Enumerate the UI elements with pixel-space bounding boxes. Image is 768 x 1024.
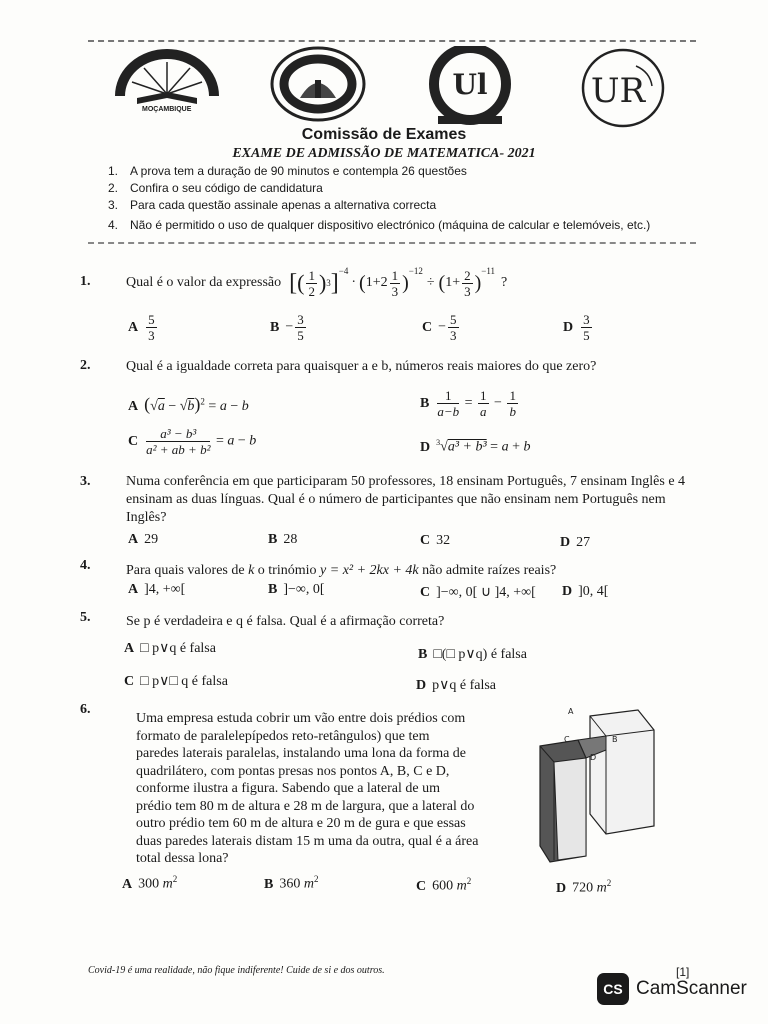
option-b[interactable]: B ]−∞, 0[ bbox=[268, 582, 325, 597]
option-b[interactable]: B 28 bbox=[268, 532, 298, 547]
footer-note: Covid-19 é uma realidade, não fique indiferente! Cuide de si e dos outros. bbox=[88, 965, 385, 976]
camscanner-icon: CS bbox=[597, 973, 629, 1005]
question-6-text: Uma empresa estuda cobrir um vão entre dois prédios com formato de paralelepípedos reto-retângulos) que tem paredes laterais paralelas, instalando uma lona da forma de quadrilátero, com pontas presas nos pontos A, B, C e D, conforme ilustra a figura. Sabendo que a lateral de um prédio tem 80 m de altura e 28 m de largura, que a lateral do outro prédio tem 60 m de altura e 20 m de gura e que essas duas paredes laterais distam 15 m uma da outra, qual é a área total dessa lona? bbox=[136, 711, 479, 866]
fraction: $\frac{2}{3}$ bbox=[464, 267, 471, 299]
svg-text:A: A bbox=[568, 707, 574, 716]
rule-item: 4. Não é permitido o uso de qualquer dispositivo electrónico (máquina de calcular e telemóveis, etc.) bbox=[108, 218, 651, 232]
unilicungo-logo bbox=[424, 46, 516, 131]
question-2-text: Qual é a igualdade correta para quaisquer a e b, números reais maiores do que zero? bbox=[126, 359, 597, 374]
option-a[interactable]: A 29 bbox=[128, 532, 159, 547]
svg-text:C: C bbox=[564, 735, 570, 744]
question-1: Qual é o valor da expressão [ ( $\frac{1}{2}$ ) 3 ] $^{-4}$ · ( 1+2 $\frac{1}{3}$ ) $^{-12}$ ÷ ( 1+ $\frac{2}{3}$ ) $^{-11}$ ? bbox=[126, 266, 508, 299]
unirovuma-logo bbox=[580, 46, 666, 133]
option-d[interactable]: D $\frac{3}{5}$ bbox=[563, 312, 590, 343]
question-5-text: Se p é verdadeira e q é falsa. Qual é a afirmação correta? bbox=[126, 614, 445, 629]
option-c[interactable]: C 32 bbox=[420, 533, 451, 548]
svg-text:Ul: Ul bbox=[452, 68, 488, 101]
question-number: 4. bbox=[80, 558, 91, 573]
option-d[interactable]: D $^3$√a³ + b³ = a + b bbox=[420, 438, 531, 455]
question-number: 1. bbox=[80, 274, 91, 289]
option-a[interactable]: A ]4, +∞[ bbox=[128, 582, 186, 597]
option-a[interactable]: A □ p∨q é falsa bbox=[124, 641, 216, 656]
question-number: 5. bbox=[80, 610, 91, 625]
up-logo-caption: MOÇAMBIQUE bbox=[142, 106, 192, 113]
option-c[interactable]: C □ p∨□ q é falsa bbox=[124, 674, 228, 689]
option-a[interactable]: A $\frac{5}{3}$ bbox=[128, 312, 155, 343]
option-d[interactable]: D 720 $m^2$ bbox=[556, 878, 612, 896]
rule-item: 1. A prova tem a duração de 90 minutos e contempla 26 questões bbox=[108, 164, 467, 178]
camscanner-watermark: CamScanner bbox=[636, 978, 747, 999]
rule-item: 3. Para cada questão assinale apenas a alternativa correcta bbox=[108, 198, 437, 212]
page-number: [1] bbox=[676, 965, 690, 979]
question-3-text: Numa conferência em que participaram 50 professores, 18 ensinam Português, 7 ensinam Inglês e 4 ensinam as duas línguas. Qual é o número de participantes que não ensinam nem Português nem Inglês? bbox=[126, 474, 686, 525]
svg-text:D: D bbox=[590, 753, 597, 762]
fraction: $\frac{1}{3}$ bbox=[391, 267, 399, 299]
option-b[interactable]: B 360 $m^2$ bbox=[264, 874, 319, 892]
unipungue-logo bbox=[270, 46, 366, 127]
question-number: 3. bbox=[80, 474, 91, 489]
commission-title: Comissão de Exames bbox=[301, 126, 467, 143]
svg-text:UR: UR bbox=[590, 71, 646, 111]
option-c[interactable]: C $\frac{\text{a³ − b³}}{\text{a² + ab + b²}}$ = a − b bbox=[128, 426, 257, 457]
option-a[interactable]: A $(√a - √b)^2 = a - b$ bbox=[128, 394, 249, 414]
option-c[interactable]: C ]−∞, 0[ ∪ ]4, +∞[ bbox=[420, 585, 536, 600]
fraction: $\frac{1}{2}$ bbox=[308, 267, 315, 299]
option-c[interactable]: C − $\frac{5}{3}$ bbox=[422, 312, 457, 343]
option-d[interactable]: D 27 bbox=[560, 535, 591, 550]
option-d[interactable]: D ]0, 4[ bbox=[562, 584, 609, 599]
option-b[interactable]: B $\frac{1}{a-b}$ = $\frac{1}{a}$ − $\frac{1}{b}$ bbox=[420, 388, 516, 419]
svg-text:B: B bbox=[612, 735, 618, 744]
option-c[interactable]: C 600 $m^2$ bbox=[416, 876, 472, 894]
question-number: 2. bbox=[80, 358, 91, 373]
question-number: 6. bbox=[80, 702, 91, 717]
question-1-text: Qual é o valor da expressão bbox=[126, 275, 282, 290]
option-a[interactable]: A 300 $m^2$ bbox=[122, 874, 178, 892]
question-4-text: Para quais valores de k o trinómio y = x² + 2kx + 4k não admite raízes reais? bbox=[126, 563, 557, 578]
option-b[interactable]: B − $\frac{3}{5}$ bbox=[270, 312, 304, 343]
option-d[interactable]: D p∨q é falsa bbox=[416, 678, 497, 693]
rule-item: 2. Confira o seu código de candidatura bbox=[108, 181, 323, 195]
exam-title: EXAME DE ADMISSÃO DE MATEMATICA- 2021 bbox=[232, 146, 536, 161]
option-b[interactable]: B □(□ p∨q) é falsa bbox=[418, 647, 527, 662]
buildings-figure bbox=[530, 706, 670, 871]
